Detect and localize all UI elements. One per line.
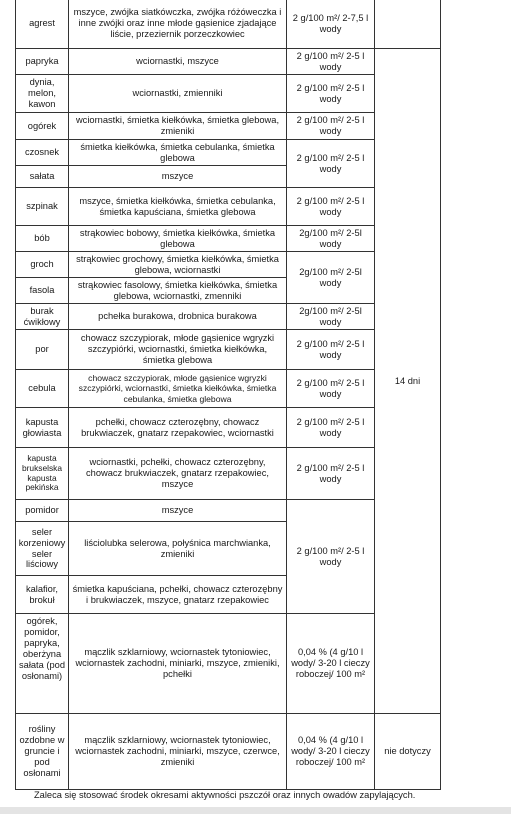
dose-cell: 2 g/100 m²/ 2-5 l wody [287,448,375,500]
dose-cell: 2 g/100 m²/ 2-5 l wody [287,140,375,188]
interval-cell [375,0,441,49]
pests-cell: wciornastki, zmienniki [69,75,287,113]
pests-cell: mszyce [69,166,287,188]
dose-cell: 2 g/100 m²/ 2-5 l wody [287,408,375,448]
dose-cell: 2 g/100 m²/ 2-5 l wody [287,49,375,75]
pests-cell: wciornastki, pchełki, chowacz czterozębny, chowacz brukwiaczek, gnatarz rzepakowiec, mszyce [69,448,287,500]
crop-cell: ogórek, pomidor, papryka, oberżyna sałata (pod osłonami) [16,614,69,714]
dose-cell: 2g/100 m²/ 2-5l wody [287,252,375,304]
pests-cell: strąkowiec fasolowy, śmietka kiełkówka, śmietka glebowa, wciornastki, zmenniki [69,278,287,304]
crop-cell: por [16,330,69,370]
crop-cell: kalafior, brokuł [16,576,69,614]
crop-cell: fasola [16,278,69,304]
pests-cell: chowacz szczypiorak, młode gąsienice wgryzki szczypiórki, wciornastki, śmietka kiełkówka, śmietka cebulanka, śmietka glebowa [69,370,287,408]
pests-cell: mączlik szklarniowy, wciornastek tytoniowiec, wciornastek zachodni, miniarki, mszyce, czerwce, zmieniki [69,714,287,790]
crop-cell: groch [16,252,69,278]
interval-cell: 14 dni [375,49,441,714]
pests-cell: pchełka burakowa, drobnica burakowa [69,304,287,330]
crop-cell: pomidor [16,500,69,522]
footnote: Zaleca się stosować środek okresami aktywności pszczół oraz innych owadów zapylających. [34,790,416,800]
dose-cell: 0,04 % (4 g/10 l wody/ 3-20 l cieczy roboczej/ 100 m² [287,714,375,790]
crop-cell: czosnek [16,140,69,166]
pests-cell: śmietka kiełkówka, śmietka cebulanka, śmietka glebowa [69,140,287,166]
crop-cell: cebula [16,370,69,408]
pests-cell: strąkowiec bobowy, śmietka kiełkówka, śmietka glebowa [69,226,287,252]
dose-cell: 2g/100 m²/ 2-5l wody [287,226,375,252]
dose-cell: 2 g/100 m²/ 2-5 l wody [287,330,375,370]
pests-cell: mszyce, śmietka kiełkówka, śmietka cebulanka, śmietka kapuściana, śmietka glebowa [69,188,287,226]
interval-cell: nie dotyczy [375,714,441,790]
crop-cell: seler korzeniowy seler liściowy [16,522,69,576]
pesticide-table [15,0,441,790]
table-row [16,714,441,790]
dose-cell: 2g/100 m²/ 2-5l wody [287,304,375,330]
pests-cell: mszyce, zwójka siatkówczka, zwójka różóweczka i inne zwójki oraz inne młode gąsienice zjadające liście, przeziernik porzeczkowiec [69,0,287,49]
pests-cell: mszyce [69,500,287,522]
dose-cell: 2 g/100 m²/ 2-5 l wody [287,113,375,140]
crop-cell: kapusta brukselska kapusta pekińska [16,448,69,500]
crop-cell: dynia, melon, kawon [16,75,69,113]
dose-cell: 0,04 % (4 g/10 l wody/ 3-20 l cieczy roboczej/ 100 m² [287,614,375,714]
dose-cell: 2 g/100 m²/ 2-7,5 l wody [287,0,375,49]
crop-cell: burak ćwikłowy [16,304,69,330]
crop-cell: kapusta głowiasta [16,408,69,448]
dose-cell: 2 g/100 m²/ 2-5 l wody [287,75,375,113]
dose-cell: 2 g/100 m²/ 2-5 l wody [287,500,375,614]
crop-cell: bób [16,226,69,252]
page-bottom-edge [0,807,511,814]
crop-cell: papryka [16,49,69,75]
crop-cell: szpinak [16,188,69,226]
pests-cell: wciornastki, śmietka kiełkówka, śmietka glebowa, zmieniki [69,113,287,140]
table-row [16,49,441,75]
pests-cell: liściolubka selerowa, połyśnica marchwianka, zmieniki [69,522,287,576]
pests-cell: pchełki, chowacz czterozębny, chowacz brukwiaczek, gnatarz rzepakowiec, wciornastki [69,408,287,448]
pests-cell: wciornastki, mszyce [69,49,287,75]
dose-cell: 2 g/100 m²/ 2-5 l wody [287,370,375,408]
table-row [16,0,441,49]
crop-cell: ogórek [16,113,69,140]
crop-cell: agrest [16,0,69,49]
crop-cell: rośliny ozdobne w gruncie i pod osłonami [16,714,69,790]
dose-cell: 2 g/100 m²/ 2-5 l wody [287,188,375,226]
pests-cell: chowacz szczypiorak, młode gąsienice wgryzki szczypiórki, wciornastki, śmietka kiełkówka, śmietka glebowa [69,330,287,370]
crop-cell: sałata [16,166,69,188]
pests-cell: strąkowiec grochowy, śmietka kiełkówka, śmietka glebowa, wciornastki [69,252,287,278]
pests-cell: śmietka kapuściana, pchełki, chowacz czterozębny i brukwiaczek, mszyce, gnatarz rzepakowiec [69,576,287,614]
pests-cell: mączlik szklarniowy, wciornastek tytoniowiec, wciornastek zachodni, miniarki, mszyce, zmieniki, pchełki [69,614,287,714]
